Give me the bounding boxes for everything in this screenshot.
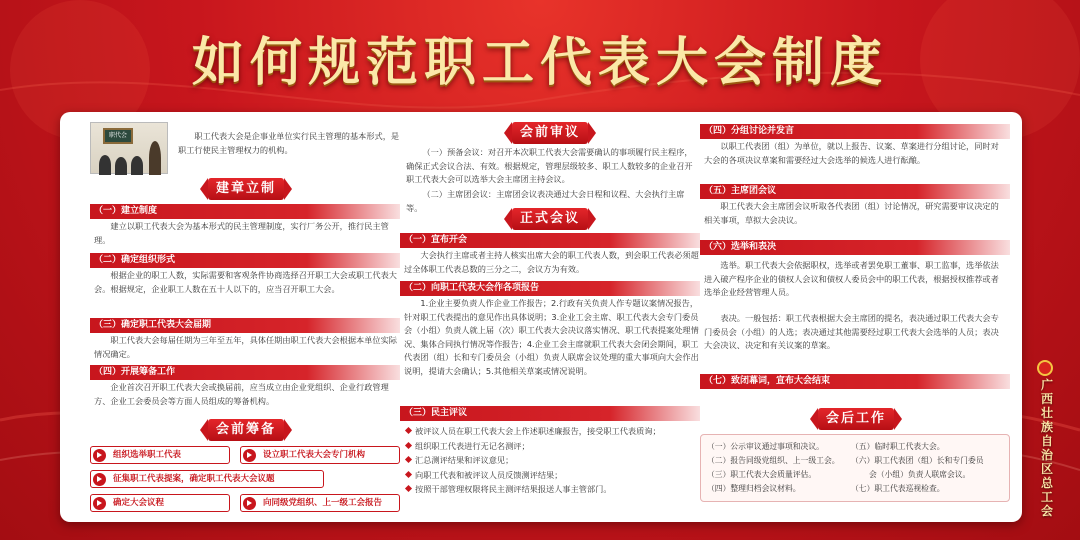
- section-text: 表决。一般包括：职工代表根据大会主席团的提名，表决通过职工代表大会专门委员会（小组）的人选；表决通过其他需要经过职工代表大会选举的人员；表决大会决议、决定和有关议案的草案。: [704, 313, 999, 350]
- section-text: 选举。职工代表大会依据职权，选举或者罢免职工董事、职工监事，选举依法进入破产程序企业的债权人会议和债权人委员会中的职工代表，根据授权推荐或者选举企业经营管理人员。: [704, 260, 999, 297]
- prep-item-label: 组织选举职工代表: [113, 450, 182, 460]
- column-middle: [400, 112, 700, 522]
- list-item: （五）临时职工代表大会。: [851, 442, 945, 451]
- list-item: （一）公示审议通过事项和决议。: [707, 442, 824, 451]
- section-bar: （四）分组讨论并发言: [700, 124, 1010, 139]
- list-item: 向职工代表和被评议人员反馈测评结果；: [406, 468, 700, 483]
- arrow-icon: [93, 449, 106, 462]
- section-bar: （四）开展筹备工作: [90, 365, 400, 380]
- evaluation-list: [406, 424, 700, 497]
- banner-huihou: 会后工作: [818, 408, 894, 430]
- arrow-icon: [243, 497, 256, 510]
- column-right: [700, 112, 1010, 522]
- section-text: 根据企业的职工人数，实际需要和客观条件协商选择召开职工大会或职工代表大会。根据规定，企业职工人数在五十人以下的，应当召开职工大会。: [94, 270, 397, 294]
- prep-item: [240, 494, 400, 512]
- prep-item: [90, 446, 230, 464]
- vertical-char: 总: [1040, 476, 1053, 490]
- section-text: 1.企业主要负责人作企业工作报告；2.行政有关负责人作专题议案情况报告，针对职工代表提出的意见作出具体说明；3.企业工会主席、职工代表大会专门委员会（小组）负责人就上届（次）职工代表大会决议落实情况、职工代表提案处理情况、集体合同执行情况等作报告；4.企业工会主席就职工代表大会闭会期间，职工代表团（组）长和专门委员会（小组）负责人联席会议处理的重大事项向大会作出说明，提请大会确认；5.其他相关草案或情况说明。: [404, 298, 699, 376]
- vertical-char: 广: [1040, 378, 1053, 392]
- after-meeting-box: [700, 434, 1010, 502]
- content-board: [60, 112, 1022, 522]
- vertical-char: 工: [1040, 490, 1053, 504]
- person-icon: [131, 156, 143, 175]
- list-item: （四）整理归档会议材料。: [707, 484, 801, 493]
- union-emblem-icon: [1037, 360, 1053, 376]
- list-item: （二）报告同级党组织、上一级工会。: [707, 456, 840, 465]
- prep-item: [90, 470, 324, 488]
- vertical-char: 壮: [1040, 406, 1053, 420]
- person-icon: [115, 157, 127, 175]
- vertical-char: 会: [1040, 504, 1053, 518]
- section-text: （二）主席团会议：主席团会议表决通过大会日程和议程、大会执行主席等。: [406, 189, 685, 213]
- vertical-char: 区: [1040, 462, 1053, 476]
- organization-vertical-text: [1036, 378, 1058, 518]
- vertical-char: 西: [1040, 392, 1053, 406]
- list-item: （三）职工代表大会质量评估。: [707, 470, 817, 479]
- section-bar: （二）向职工代表大会作各项报告: [400, 281, 700, 296]
- section-bar: （五）主席团会议: [700, 184, 1010, 199]
- intro-text: 职工代表大会是企事业单位实行民主管理的基本形式，是职工行使民主管理权力的机构。: [178, 131, 400, 155]
- banner-huiqian: 会前筹备: [208, 419, 284, 441]
- section-text: 以职工代表团（组）为单位，就以上报告、议案、草案进行分组讨论，同时对大会的各项决议草案和需要经过大会选举的候选人进行酝酿。: [704, 141, 999, 165]
- section-text: 建立以职工代表大会为基本形式的民主管理制度，实行厂务公开，推行民主管理。: [94, 221, 389, 245]
- prep-item: [90, 494, 230, 512]
- section-bar: （六）选举和表决: [700, 240, 1010, 255]
- prep-item-label: 设立职工代表大会专门机构: [263, 450, 366, 460]
- person-icon: [99, 155, 111, 175]
- arrow-icon: [243, 449, 256, 462]
- prep-item-label: 确定大会议程: [113, 498, 165, 508]
- section-bar: （三）民主评议: [400, 406, 700, 421]
- meeting-photo: [90, 122, 168, 174]
- banner-huiqian-shenyi: 会前审议: [512, 122, 588, 144]
- list-item: （六）职工代表团（组）长和专门委员: [851, 456, 984, 465]
- list-item: 汇总测评结果和评议意见；: [406, 453, 700, 468]
- list-item: 按照干部管理权限将民主测评结果报送人事主管部门。: [406, 482, 700, 497]
- section-text: （一）预备会议：对召开本次职工代表大会需要确认的事项履行民主程序，确保正式会议合法、有效。根据规定，管理层级较多、职工人数较多的企业召开职工代表大会可以选举大会主席团主持会议。: [406, 147, 693, 184]
- section-bar: （一）建立制度: [90, 204, 400, 219]
- section-text: 企业首次召开职工代表大会或换届前，应当成立由企业党组织、企业行政管理方、企业工会委员会等方面人员组成的筹备机构。: [94, 382, 389, 406]
- list-item: 被评议人员在职工代表大会上作述职述廉报告，接受职工代表质询；: [406, 424, 700, 439]
- section-bar: （一）宣布开会: [400, 233, 700, 248]
- section-bar: （三）确定职工代表大会届期: [90, 318, 400, 333]
- section-text: 职工代表大会每届任期为三年至五年，具体任期由职工代表大会根据本单位实际情况确定。: [94, 335, 397, 359]
- list-item: 组织职工代表进行无记名测评；: [406, 439, 700, 454]
- person-icon: [149, 141, 161, 175]
- banner-jianzhang: 建章立制: [208, 178, 284, 200]
- list-item: 会（小组）负责人联席会议。: [869, 470, 971, 479]
- prep-item: [240, 446, 400, 464]
- arrow-icon: [93, 497, 106, 510]
- section-bar: （七）致闭幕词，宣布大会结束: [700, 374, 1010, 389]
- section-text: 大会执行主席或者主持人核实出席大会的职工代表人数，到会职工代表必须超过全体职工代表总数的三分之二，会议方为有效。: [404, 250, 699, 274]
- arrow-icon: [93, 473, 106, 486]
- vertical-char: 治: [1040, 448, 1053, 462]
- prep-item-label: 向同级党组织、上一级工会报告: [263, 498, 383, 508]
- section-bar: （二）确定组织形式: [90, 253, 400, 268]
- page-title: 如何规范职工代表大会制度: [191, 32, 888, 93]
- banner-zhengshi: 正式会议: [512, 208, 588, 230]
- vertical-char: 自: [1040, 434, 1053, 448]
- prep-item-label: 征集职工代表提案，确定职工代表大会议题: [113, 474, 275, 484]
- photo-sign: 职代会: [103, 128, 133, 144]
- column-left: [90, 112, 400, 522]
- list-item: （七）职工代表巡视检查。: [851, 484, 945, 493]
- vertical-char: 族: [1040, 420, 1053, 434]
- section-text: 职工代表大会主席团会议听取各代表团（组）讨论情况，研究需要审议决定的相关事项，草拟大会决议。: [704, 201, 999, 225]
